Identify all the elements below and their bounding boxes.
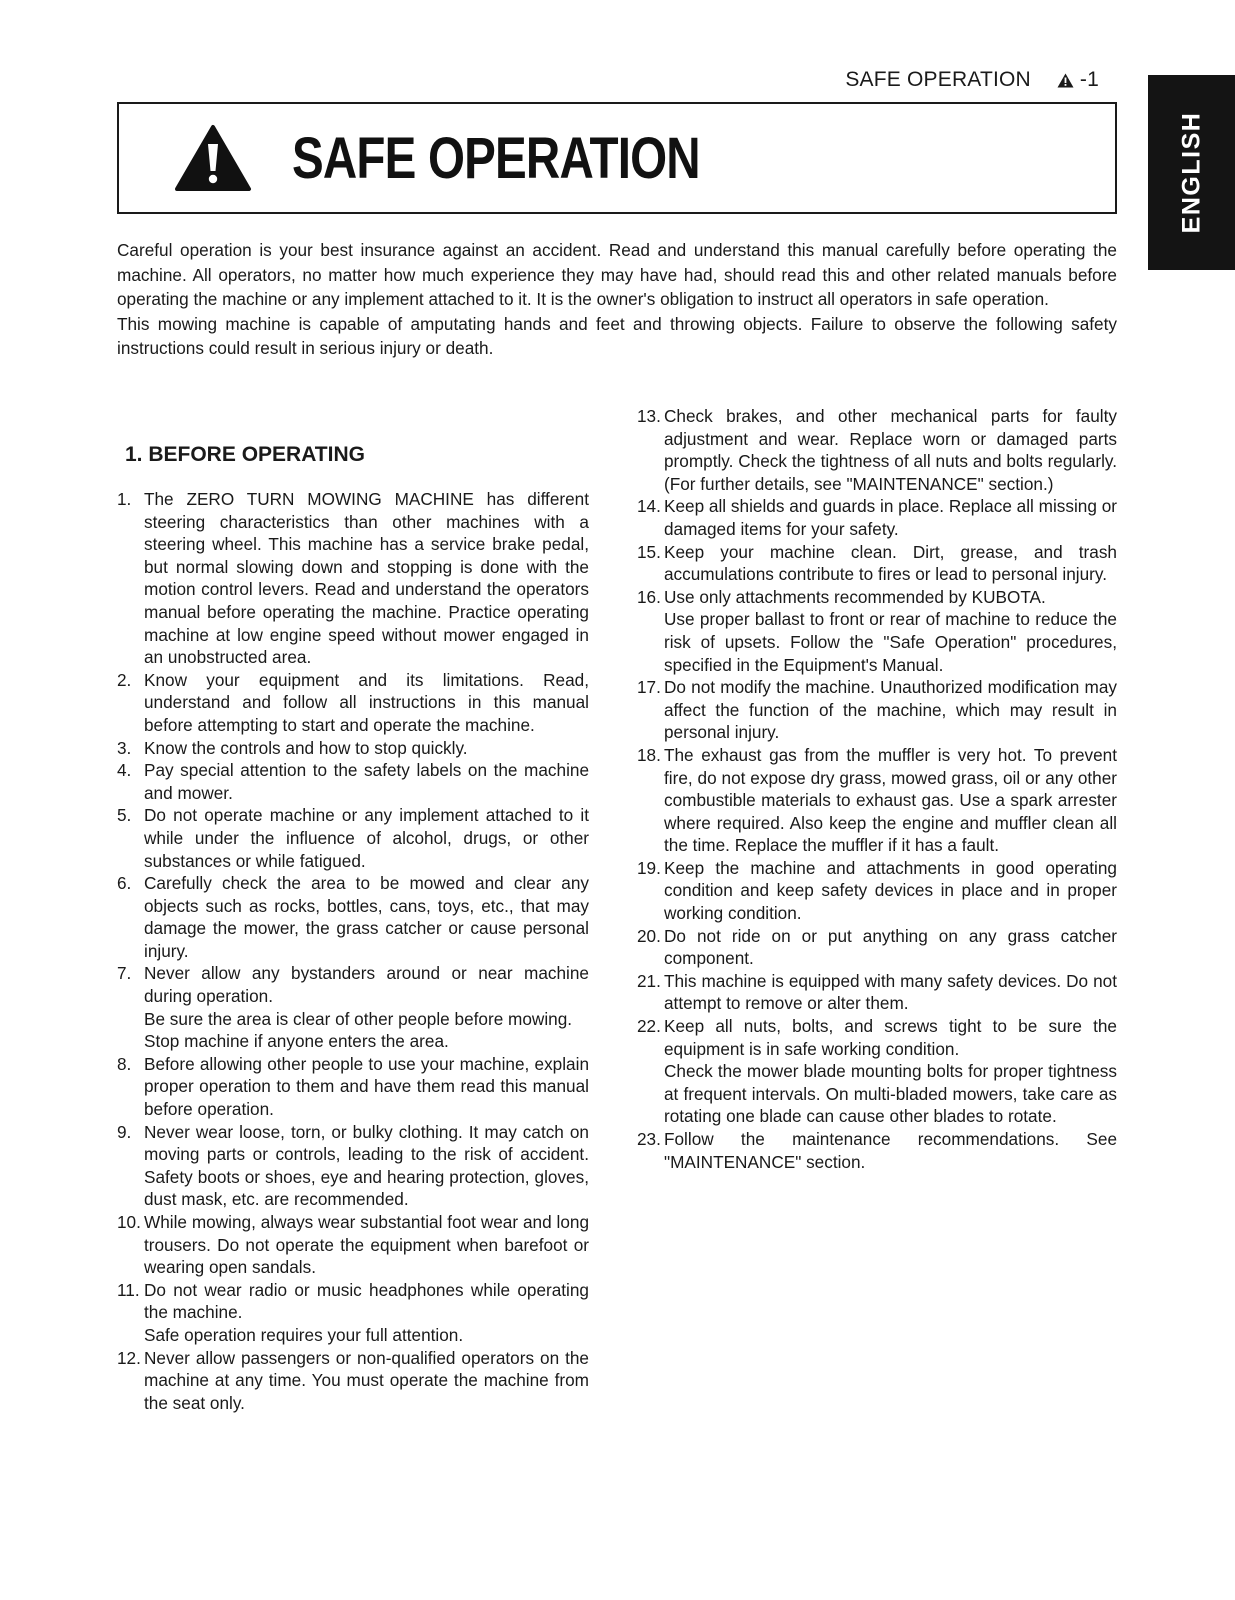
list-item	[637, 495, 1117, 540]
intro-text	[117, 238, 1117, 361]
list-item-number: 16.	[637, 586, 661, 607]
list-item-paragraph: Pay special attention to the safety labels on the machine and mower.	[144, 760, 589, 803]
list-item-paragraph: Never allow passengers or non-qualified operators on the machine at any time. You must operate the machine from the seat only.	[144, 1347, 589, 1413]
list-item	[117, 1211, 589, 1279]
list-item	[117, 1279, 589, 1347]
list-item-number: 17.	[637, 677, 661, 698]
list-item-number: 7.	[117, 963, 132, 984]
list-item-number: 11.	[117, 1279, 140, 1300]
language-tab-label: ENGLISH	[1177, 111, 1205, 234]
list-item	[117, 1053, 589, 1121]
list-item-paragraph: Do not ride on or put anything on any grass catcher component.	[664, 925, 1117, 969]
list-item	[637, 925, 1117, 970]
section-heading: 1. BEFORE OPERATING	[125, 443, 365, 466]
list-item-paragraph: Before allowing other people to use your machine, explain proper operation to them and have them read this manual before operation.	[144, 1053, 589, 1120]
list-item-number: 19.	[637, 857, 661, 878]
list-item	[637, 857, 1117, 925]
list-item-number: 5.	[117, 805, 132, 826]
list-item	[117, 1121, 589, 1211]
list-item-paragraph: While mowing, always wear substantial foot wear and long trousers. Do not operate the equipment when barefoot or wearing open sandals.	[144, 1212, 589, 1278]
list-item-text	[144, 1053, 589, 1121]
list-item-text	[664, 1128, 1117, 1173]
list-item-number: 10.	[117, 1212, 141, 1232]
list-item-text	[664, 925, 1117, 970]
list-item-number: 1.	[117, 489, 132, 509]
list-item-text	[664, 586, 1117, 676]
right-column	[637, 405, 1117, 1173]
list-item-text	[144, 804, 589, 872]
list-item	[637, 1128, 1117, 1173]
list-item-paragraph: Follow the maintenance recommendations. See "MAINTENANCE" section.	[664, 1129, 1117, 1172]
list-item-text	[144, 488, 589, 669]
list-item	[637, 676, 1117, 744]
list-item	[637, 970, 1117, 1015]
list-item	[637, 541, 1117, 586]
list-item-number: 12.	[117, 1347, 141, 1368]
list-item-text	[144, 1279, 589, 1347]
list-item	[117, 737, 589, 760]
list-item-number: 8.	[117, 1053, 132, 1074]
list-item-paragraph: Safe operation requires your full attention.	[144, 1324, 464, 1345]
list-item-paragraph: Do not wear radio or music headphones while operating the machine.	[144, 1279, 589, 1323]
list-item-number: 3.	[117, 737, 132, 758]
intro-paragraph: Careful operation is your best insurance against an accident. Read and understand this manual carefully before operating the machine. All operators, no matter how much experience they may have had, should read this and other related manuals before operating the machine or any implement attached to it. It is the owner's obligation to instruct all operators in safe operation.	[117, 240, 1117, 309]
list-item-paragraph: Do not modify the machine. Unauthorized modification may affect the function of the machine, which may result in personal injury.	[664, 677, 1117, 743]
list-item	[117, 1347, 589, 1415]
list-item	[117, 962, 589, 1052]
list-item-paragraph: Know your equipment and its limitations. Read, understand and follow all instructions in this manual before attempting to start and operate the machine.	[144, 669, 589, 735]
list-item-paragraph: Stop machine if anyone enters the area.	[144, 1031, 449, 1052]
list-item-paragraph: This machine is equipped with many safety devices. Do not attempt to remove or alter them.	[664, 970, 1117, 1014]
warning-triangle-icon	[1057, 73, 1074, 88]
warning-triangle-icon	[174, 124, 252, 192]
list-item	[637, 586, 1117, 676]
list-item-paragraph: The exhaust gas from the muffler is very hot. To prevent fire, do not expose dry grass, mowed grass, oil or any other combustible materials to exhaust gas. Use a spark arrester where required. Also keep the engine and muffler clean all the time. Replace the muffler if it has a fault.	[664, 744, 1117, 856]
list-item-number: 6.	[117, 873, 132, 894]
safety-list-right	[637, 405, 1117, 1173]
list-item	[117, 872, 589, 962]
list-item-paragraph: Check brakes, and other mechanical parts for faulty adjustment and wear. Replace worn or damaged parts promptly. Check the tightness of all nuts and bolts regularly. (For further details, see "MAINTENANCE" section.)	[664, 406, 1117, 494]
list-item-paragraph: Check the mower blade mounting bolts for proper tightness at frequent intervals. On multi-bladed mowers, take care as rotating one blade can cause other blades to rotate.	[664, 1061, 1117, 1127]
list-item-text	[664, 1015, 1117, 1128]
list-item-paragraph: Never allow any bystanders around or near machine during operation.	[144, 963, 589, 1007]
list-item-text	[664, 676, 1117, 744]
list-item-number: 18.	[637, 744, 661, 765]
running-header-title: SAFE OPERATION	[845, 68, 1031, 91]
page-number: -1	[1079, 68, 1099, 91]
title-box	[117, 102, 1117, 214]
running-header	[845, 68, 1099, 92]
list-item-text	[144, 759, 589, 804]
language-tab	[1148, 75, 1235, 270]
list-item-paragraph: Be sure the area is clear of other people before mowing.	[144, 1008, 573, 1029]
list-item-text	[664, 405, 1117, 495]
list-item-number: 15.	[637, 541, 661, 562]
list-item	[637, 1015, 1117, 1128]
list-item-paragraph: Carefully check the area to be mowed and clear any objects such as rocks, bottles, cans, toys, etc., that may damage the mower, the grass catcher or cause personal injury.	[144, 873, 589, 961]
list-item-paragraph: Do not operate machine or any implement attached to it while under the influence of alcohol, drugs, or other substances or while fatigued.	[144, 805, 589, 871]
list-item-paragraph: Know the controls and how to stop quickly.	[144, 737, 468, 758]
list-item	[637, 744, 1117, 857]
list-item-text	[144, 872, 589, 962]
list-item-paragraph: Use only attachments recommended by KUBOTA.	[664, 586, 1046, 607]
list-item-text	[664, 970, 1117, 1015]
list-item-number: 20.	[637, 925, 661, 946]
list-item-paragraph: Keep all shields and guards in place. Replace all missing or damaged items for your safety.	[664, 496, 1117, 539]
list-item	[117, 488, 589, 669]
list-item-text	[664, 495, 1117, 540]
list-item-text	[144, 1121, 589, 1211]
list-item-text	[664, 857, 1117, 925]
list-item-number: 9.	[117, 1121, 132, 1142]
safety-list-left	[117, 488, 589, 1414]
list-item	[637, 405, 1117, 495]
list-item-paragraph: Keep your machine clean. Dirt, grease, and trash accumulations contribute to fires or lead to personal injury.	[664, 541, 1117, 585]
list-item-text	[144, 1211, 589, 1279]
list-item	[117, 759, 589, 804]
list-item-number: 4.	[117, 760, 132, 781]
list-item-paragraph: Keep all nuts, bolts, and screws tight to be sure the equipment is in safe working condition.	[664, 1016, 1117, 1059]
list-item-text	[144, 737, 589, 760]
list-item-paragraph: Use proper ballast to front or rear of machine to reduce the risk of upsets. Follow the "Safe Operation" procedures, specified in the Equipment's Manual.	[664, 609, 1117, 675]
list-item-paragraph: Keep the machine and attachments in good operating condition and keep safety devices in place and in proper working condition.	[664, 857, 1117, 924]
list-item-number: 14.	[637, 496, 661, 517]
intro-paragraph: This mowing machine is capable of amputating hands and feet and throwing objects. Failure to observe the following safety instructions could result in serious injury or death.	[117, 313, 1117, 358]
list-item-text	[664, 541, 1117, 586]
list-item-number: 2.	[117, 669, 132, 690]
page-title: SAFE OPERATION	[292, 125, 700, 191]
list-item-text	[144, 1347, 589, 1415]
list-item-number: 22.	[637, 1016, 661, 1037]
left-column	[117, 442, 589, 1414]
list-item-number: 13.	[637, 406, 661, 426]
list-item	[117, 669, 589, 737]
list-item	[117, 804, 589, 872]
list-item-text	[144, 962, 589, 1052]
list-item-paragraph: Never wear loose, torn, or bulky clothing. It may catch on moving parts or controls, leading to the risk of accident. Safety boots or shoes, eye and hearing protection, gloves, dust mask, etc. are recommended.	[144, 1121, 589, 1210]
list-item-number: 23.	[637, 1129, 661, 1149]
list-item-number: 21.	[637, 970, 661, 991]
list-item-text	[144, 669, 589, 737]
list-item-text	[664, 744, 1117, 857]
list-item-paragraph: The ZERO TURN MOWING MACHINE has different steering characteristics than other machines with a steering wheel. This machine has a service brake pedal, but normal slowing down and stopping is done with the motion control levers. Read and understand the operators manual before operating the machine. Practice operating machine at low engine speed without mower engaged in an unobstructed area.	[144, 489, 589, 668]
